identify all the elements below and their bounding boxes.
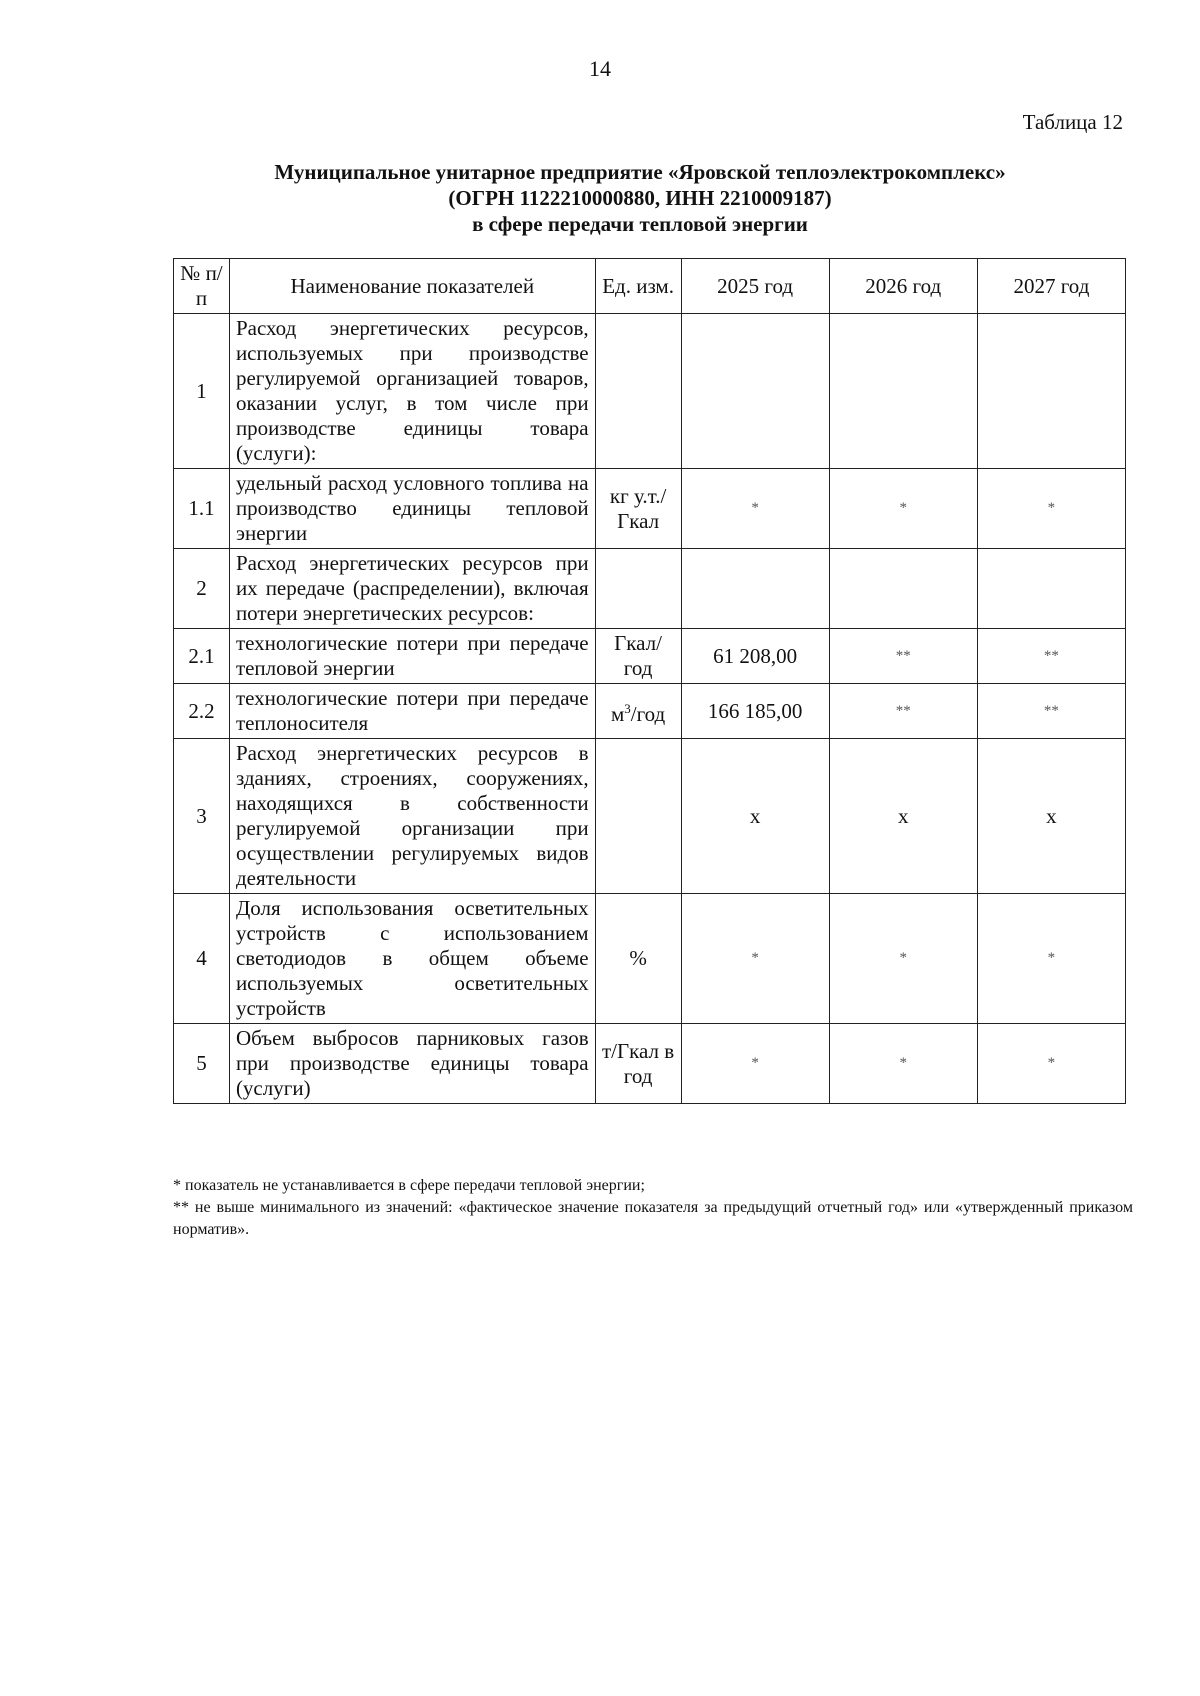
- table-row: [174, 469, 1126, 549]
- footnote-1: * показатель не устанавливается в сфере передачи тепловой энергии;: [173, 1177, 645, 1194]
- row-2026: [829, 314, 977, 469]
- row-unit: кг у.т./ Гкал: [595, 469, 681, 549]
- row-name: технологические потери при передаче теплоносителя: [229, 684, 595, 739]
- table-row: [174, 1024, 1126, 1104]
- document-title: [150, 159, 1130, 237]
- row-2027: **: [977, 684, 1125, 739]
- table-header-row: [174, 259, 1126, 314]
- row-2026: *: [829, 894, 977, 1024]
- row-unit: т/Гкал в год: [595, 1024, 681, 1104]
- row-2026: *: [829, 469, 977, 549]
- row-name: Расход энергетических ресурсов в зданиях, строениях, сооружениях, находящихся в собственности регулируемой организации при осуществлении регулируемых видов деятельности: [229, 739, 595, 894]
- table-row: [174, 314, 1126, 469]
- row-2027: **: [977, 629, 1125, 684]
- row-2026: х: [829, 739, 977, 894]
- footnotes: [173, 1175, 1133, 1241]
- indicators-table: [173, 258, 1126, 1104]
- table-row: [174, 684, 1126, 739]
- row-num: 1.1: [174, 469, 230, 549]
- unit-tail: /год: [630, 701, 666, 726]
- row-2027: *: [977, 469, 1125, 549]
- row-num: 2.2: [174, 684, 230, 739]
- row-num: 4: [174, 894, 230, 1024]
- title-line-1: Муниципальное унитарное предприятие «Яровской теплоэлектрокомплекс»: [274, 160, 1006, 184]
- row-name: Расход энергетических ресурсов, используемых при производстве регулируемой организацией товаров, оказании услуг, в том числе при производстве единицы товара (услуги):: [229, 314, 595, 469]
- row-num: 1: [174, 314, 230, 469]
- row-name: Доля использования осветительных устройств с использованием светодиодов в общем объеме используемых осветительных устройств: [229, 894, 595, 1024]
- header-num: № п/п: [174, 259, 230, 314]
- row-unit: [595, 549, 681, 629]
- row-2025: [681, 314, 829, 469]
- row-name: Объем выбросов парниковых газов при производстве единицы товара (услуги): [229, 1024, 595, 1104]
- row-2026: **: [829, 684, 977, 739]
- unit-base: м: [610, 701, 625, 726]
- table-row: [174, 894, 1126, 1024]
- row-num: 3: [174, 739, 230, 894]
- row-2026: **: [829, 629, 977, 684]
- row-2025: 166 185,00: [681, 684, 829, 739]
- row-name: удельный расход условного топлива на производство единицы тепловой энергии: [229, 469, 595, 549]
- row-unit: [595, 684, 681, 739]
- header-name: Наименование показателей: [229, 259, 595, 314]
- table-row: [174, 629, 1126, 684]
- row-2027: *: [977, 894, 1125, 1024]
- row-2025: [681, 549, 829, 629]
- row-num: 2: [174, 549, 230, 629]
- row-unit: [595, 739, 681, 894]
- row-name: Расход энергетических ресурсов при их передаче (распределении), включая потери энергетических ресурсов:: [229, 549, 595, 629]
- row-unit: [595, 314, 681, 469]
- row-2027: [977, 549, 1125, 629]
- row-num: 2.1: [174, 629, 230, 684]
- header-2026: 2026 год: [829, 259, 977, 314]
- row-2026: *: [829, 1024, 977, 1104]
- title-line-3: в сфере передачи тепловой энергии: [472, 212, 808, 236]
- footnote-2: ** не выше минимального из значений: «фактическое значение показателя за предыдущий отчетный год» или «утвержденный приказом норматив».: [173, 1199, 1133, 1238]
- unit-exponent: 3: [624, 700, 631, 716]
- row-unit: %: [595, 894, 681, 1024]
- table-row: [174, 549, 1126, 629]
- row-name: технологические потери при передаче тепловой энергии: [229, 629, 595, 684]
- row-2027: х: [977, 739, 1125, 894]
- page-number: 14: [589, 56, 611, 81]
- title-line-2: (ОГРН 1122210000880, ИНН 2210009187): [448, 186, 832, 210]
- row-num: 5: [174, 1024, 230, 1104]
- header-unit: Ед. изм.: [595, 259, 681, 314]
- row-2025: х: [681, 739, 829, 894]
- row-2025: *: [681, 894, 829, 1024]
- row-2025: *: [681, 469, 829, 549]
- row-2025: *: [681, 1024, 829, 1104]
- row-2025: 61 208,00: [681, 629, 829, 684]
- row-unit: Гкал/ год: [595, 629, 681, 684]
- header-2025: 2025 год: [681, 259, 829, 314]
- row-2027: [977, 314, 1125, 469]
- row-2027: *: [977, 1024, 1125, 1104]
- row-2026: [829, 549, 977, 629]
- header-2027: 2027 год: [977, 259, 1125, 314]
- table-label: Таблица 12: [1022, 110, 1123, 134]
- table-row: [174, 739, 1126, 894]
